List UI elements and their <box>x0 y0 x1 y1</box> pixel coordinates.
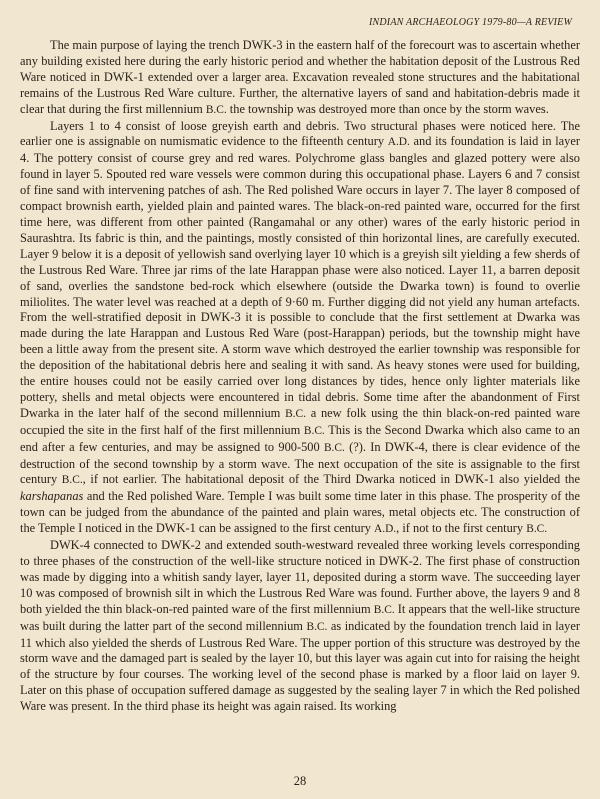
paragraph: Layers 1 to 4 consist of loose greyish earth and debris. Two structural phases were noticed here. The earlier one is assignable on numismatic evidence to the fifteenth century A.D. and its foundation is laid in layer 4. The pottery consist of course grey and red wares. Polychrome glass bangles and glazed pottery were also found in layer 5. Spouted red ware vessels were common during this occupational phase. Layers 6 and 7 consist of fine sand with intervening patches of ash. The Red polished Ware occurs in layer 7. The layer 8 composed of compact brownish earth, yielded plain and painted wares. The black-on-red painted ware, occurred for the first time here, was different from other painted (Rangamahal or any other) wares of the early historic period in Saurashtra. Its fabric is thin, and the paintings, mostly consisted of thin horizontal lines, are carefully executed. Layer 9 below it is a deposit of yellowish sand overlying layer 10 which is a greyish silt yielding a few sherds of the Lustrous Red Ware. Three jar rims of the late Harappan phase were also noticed. Layer 11, a barren deposit of sand, overlies the sandstone bed-rock which elsewhere (outside the Dwarka town) is found to overlie miliolites. The water level was reached at a depth of 9·60 m. Further digging did not yield any human artefacts. From the well-stratified deposit in DWK-3 it is possible to conclude that the first settlement at Dwarka was made during the late Harappan and Lustous Red Ware (post-Harappan) periods, but the township might have been a little away from the present site. A storm wave which destroyed the earlier township was responsible for the deposition of the habitational debris here and sealing it with sand. As heavy stones were used for building, the entire houses could not be easily carried over long distances by tides, hence only lighter materials like pottery, shells and metal objects were encountered in tidal debris. Some time after the abandonment of First Dwarka in the later half of the second millennium B.C. a new folk using the thin black-on-red painted ware occupied the site in the first half of the first millennium B.C. This is the Second Dwarka which also came to an end after a few centuries, and may be assigned to 900-500 B.C. (?). In DWK-4, there is clear evidence of the destruction of the second township by a storm wave. The next occupation of the site is assignable to the first century B.C., if not earlier. The habitational deposit of the Third Dwarka noticed in DWK-1 also yielded the karshapanas and the Red polished Ware. Temple I was built some time later in this phase. The prosperity of the town can be judged from the abundance of the painted and plain wares, metal objects etc. The construction of the Temple I noticed in the DWK-1 can be assigned to the first century A.D., if not to the first century B.C. <box>20 118 580 536</box>
paragraph: The main purpose of laying the trench DWK-3 in the eastern half of the forecourt was to ascertain whether any building existed here during the early historic period and whether the habitation deposit of the Lustrous Red Ware noticed in DWK-1 extended over a larger area. Excavation revealed stone structures and the habitational remains of the Lustrous Red Ware culture. Further, the alternative layers of sand and habitation-debris made it clear that during the first millennium B.C. the township was destroyed more than once by the storm waves. <box>20 38 580 116</box>
paragraph: DWK-4 connected to DWK-2 and extended south-westward revealed three working levels corresponding to three phases of the construction of the well-like structure noticed in DWK-2. The first phase of construction was made by digging into a whitish sandy layer, layer 11, deposited during a storm wave. The succeeding layer 10 was composed of brownish silt in which the Lustrous Red Ware was found. Further above, the layers 9 and 8 both yielded the thin black-on-red painted ware of the first millennium B.C. It appears that the well-like structure was built during the latter part of the second millennium B.C. as indicated by the foundation trench laid in layer 11 which also yielded the sherds of Lustrous Red Ware. The upper portion of this structure was destroyed by the storm wave and the damaged part is sealed by the layer 10, but this layer was again cut into for raising the height of the structure by four courses. The working level of the second phase is marked by a floor laid on layer 9. Later on this phase of occupation suffered damage as suggested by the sealing layer 7 in which the Red polished Ware was present. In the third phase its height was again raised. Its working <box>20 538 580 714</box>
body-text <box>20 38 580 715</box>
running-head: INDIAN ARCHAEOLOGY 1979-80—A REVIEW <box>368 17 572 28</box>
page-number: 28 <box>293 774 307 788</box>
